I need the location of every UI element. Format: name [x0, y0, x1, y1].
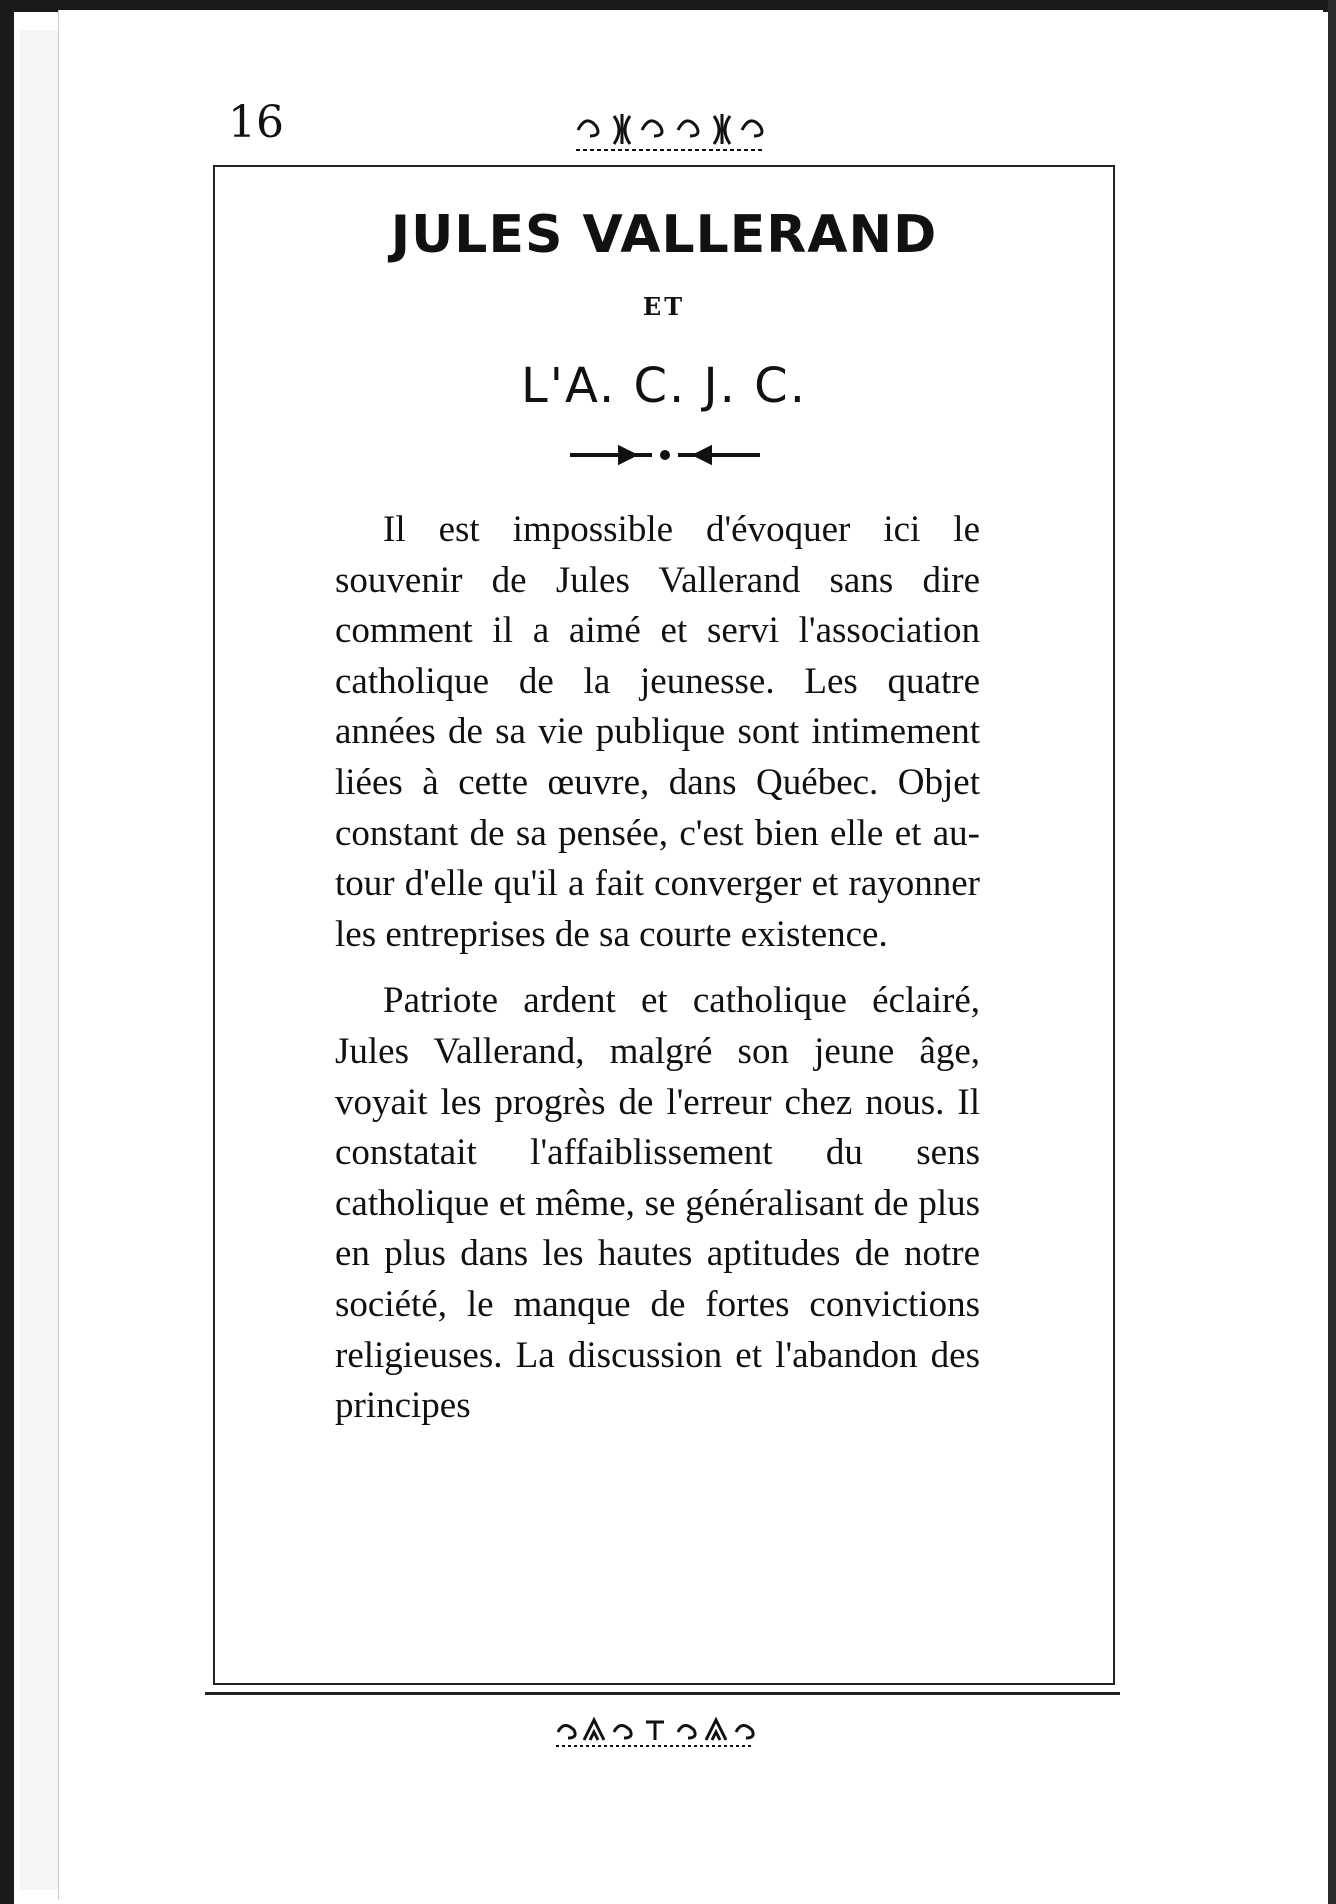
back-page-edge: [20, 30, 62, 1890]
page-number: 16: [228, 97, 284, 148]
organization-name: L'A. C. J. C.: [521, 358, 807, 414]
bottom-rule: [205, 1692, 1120, 1695]
article-title: JULES VALLERAND: [390, 205, 938, 265]
scan-edge-left: [0, 0, 14, 1904]
arrow-divider-icon: [560, 440, 770, 470]
scroll-ornament-icon: [550, 1710, 760, 1752]
scroll-ornament-icon: [570, 104, 770, 156]
paragraph-1: Il est impossible d'évoquer ici le souvenir de Jules Vallerand sans dire comment il a aimé et servi l'association catholique de la jeunesse. Les quatre années de sa vie publique sont intimement liées à cette œuvre, dans Québec. Objet constant de sa pensée, c'est bien elle et autour d'elle qu'il a fait converger et rayonner les entreprises de sa courte existence.: [335, 509, 980, 955]
scan-edge-right: [1328, 0, 1336, 1904]
article-body: [335, 505, 980, 1432]
paragraph-2: Patriote ardent et catholique éclairé, Jules Vallerand, malgré son jeune âge, voyait les progrès de l'erreur chez nous. Il constatait l'affaiblissement du sens catholique et même, se généralisant de plus en plus dans les hautes aptitudes de notre société, le manque de fortes convictions religieuses. La discussion et l'abandon des principes: [335, 980, 980, 1427]
title-conjunction: ET: [642, 292, 686, 321]
